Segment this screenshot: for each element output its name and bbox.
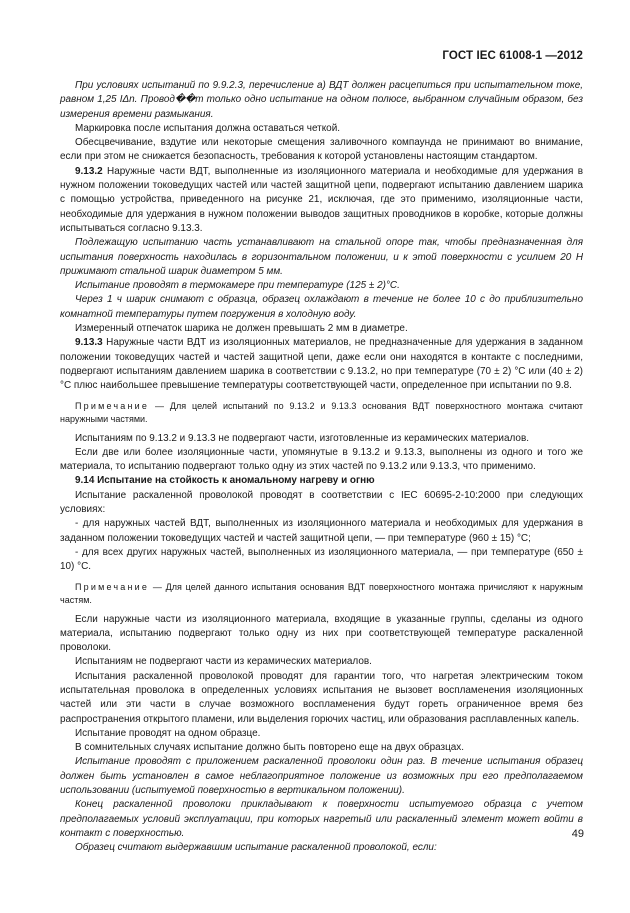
paragraph: Маркировка после испытания должна оставаться четкой. xyxy=(75,122,341,134)
paragraph: Испытаниям не подвергают части из керамических материалов. xyxy=(75,656,372,668)
paragraph: Конец раскаленной проволоки прикладывают к поверхности испытуемого образца с учетом предполагаемых условий эксплуатации, при которых нагретый или раскаленный элемент может войти в контакт с поверхностью. xyxy=(60,799,583,839)
note-text: — Для целей испытаний по 9.13.2 и 9.13.3 основания ВДТ поверхностного монтажа считают наружными частями. xyxy=(60,400,583,424)
paragraph: Испытание проводят с приложением раскаленной проволоки один раз. В течение испытания образец должен быть установлен в самое неблагоприятное положение из возможных при его предполагаемом использовании (испытуемой поверхностью в вертикальном положении). xyxy=(60,756,583,797)
paragraph: Подлежащую испытанию часть устанавливают на стальной опоре так, чтобы предназначенная для испытания поверхность находилась в горизонтальном положении, и к этой поверхности с усилием 20 Н прижимают стальной шарик диаметром 5 мм. xyxy=(60,237,583,277)
clause-number: 9.13.2 xyxy=(75,165,103,177)
paragraph: Через 1 ч шарик снимают с образца, образец охлаждают в течение не более 10 с до приблизительно комнатной температуры путем погружения в холодную воду. xyxy=(60,294,583,320)
paragraph: Испытание проводят на одном образце. xyxy=(75,727,261,739)
list-item: - для всех других наружных частей, выполненных из изоляционного материала, — при температуре (650 ± 10) °С. xyxy=(60,546,583,573)
paragraph-9-13-3 xyxy=(60,336,583,393)
paragraph: Испытание проводят в термокамере при температуре (125 ± 2)°С. xyxy=(75,280,400,292)
paragraph: Испытания раскаленной проволокой проводят для гарантии того, что нагретая электрическим током испытательная проволока в определенных условиях испытания не вызовет воспламенения изоляционных частей или эти части в случае возможного воспламенения будут гореть ограниченное время без распространения открытого пламени, или выделения горючих частиц, или образования расплавленных капель. xyxy=(60,670,583,725)
paragraph: Испытание раскаленной проволокой проводят в соответствии с IEC 60695-2-10:2000 при следующих условиях: xyxy=(60,489,583,516)
paragraph: Если две или более изоляционные части, упомянутые в 9.13.2 и 9.13.3, выполнены из одного и того же материала, то испытанию подвергают только одну из этих частей по 9.13.2 или 9.13.3, что применимо. xyxy=(60,446,583,473)
paragraph: Если наружные части из изоляционного материала, входящие в указанные группы, сделаны из одного материала, испытанию подвергают только одну из них при соответствующей температуре раскаленной проволоки. xyxy=(60,613,583,654)
paragraph: В сомнительных случаях испытание должно быть повторено еще на двух образцах. xyxy=(75,742,465,754)
paragraph: Измеренный отпечаток шарика не должен превышать 2 мм в диаметре. xyxy=(75,323,408,335)
list-item: - для наружных частей ВДТ, выполненных из изоляционного материала и необходимых для удержания в заданном положении токоведущих частей и частей защитной цепи, — при температуре (960 ± 15) °С; xyxy=(60,518,583,544)
document-header: ГОСТ IEC 61008-1 —2012 xyxy=(442,50,583,62)
note-label: Примечание xyxy=(75,581,150,592)
paragraph-9-13-2 xyxy=(60,165,583,236)
document-body xyxy=(60,79,583,856)
paragraph-text: Наружные части ВДТ из изоляционных материалов, не предназначенные для удержания в заданном положении токоведущих частей и частей защитной цепи, даже если они находятся в контакте с последними, подвергают испытаниям давлением шарика в соответствии с 9.13.2, но при температуре (70 ± 2) °С или (40 ± 2) °С плюс наибольшее превышение температуры соответствующей части, определенное при испытании по 9.8. xyxy=(60,337,584,392)
note-text: — Для целей данного испытания основания ВДТ поверхностного монтажа причисляют к наружным частям. xyxy=(60,581,583,605)
paragraph-text: Наружные части ВДТ, выполненные из изоляционного материала и необходимые для удержания в нужном положении токоведущих частей или частей защитной цепи, подвергают испытанию давлением шарика с помощью устройства, приведенного на рисунке 21, исключая, где это применимо, изоляционные части, необходимые для удержания в нужном положении выводов защитных проводников в коробке, которые должны испытываться согласно 9.13.3. xyxy=(60,165,583,234)
paragraph: Испытаниям по 9.13.2 и 9.13.3 не подвергают части, изготовленные из керамических материалов. xyxy=(75,432,529,444)
section-heading-9-14: 9.14 Испытание на стойкость к аномальному нагреву и огню xyxy=(75,475,375,487)
note xyxy=(60,400,583,426)
note-label: Примечание xyxy=(75,400,150,411)
page-number: 49 xyxy=(571,828,584,840)
paragraph: Образец считают выдержавшим испытание раскаленной проволокой, если: xyxy=(75,842,437,854)
paragraph: При условиях испытаний по 9.9.2.3, перечисление а) ВДТ должен расцепиться при испытательном токе, равном 1,25 IΔn. Провод��т только одно испытание на одном полюсе, выбранном случайным образом, без измерения времени размыкания. xyxy=(60,80,583,120)
paragraph: Обесцвечивание, вздутие или некоторые смещения заливочного компаунда не принимают во внимание, если при этом не снижается безопасность, требования к которой установлены настоящим стандартом. xyxy=(60,137,583,163)
clause-number: 9.13.3 xyxy=(75,337,103,349)
note xyxy=(60,581,583,607)
